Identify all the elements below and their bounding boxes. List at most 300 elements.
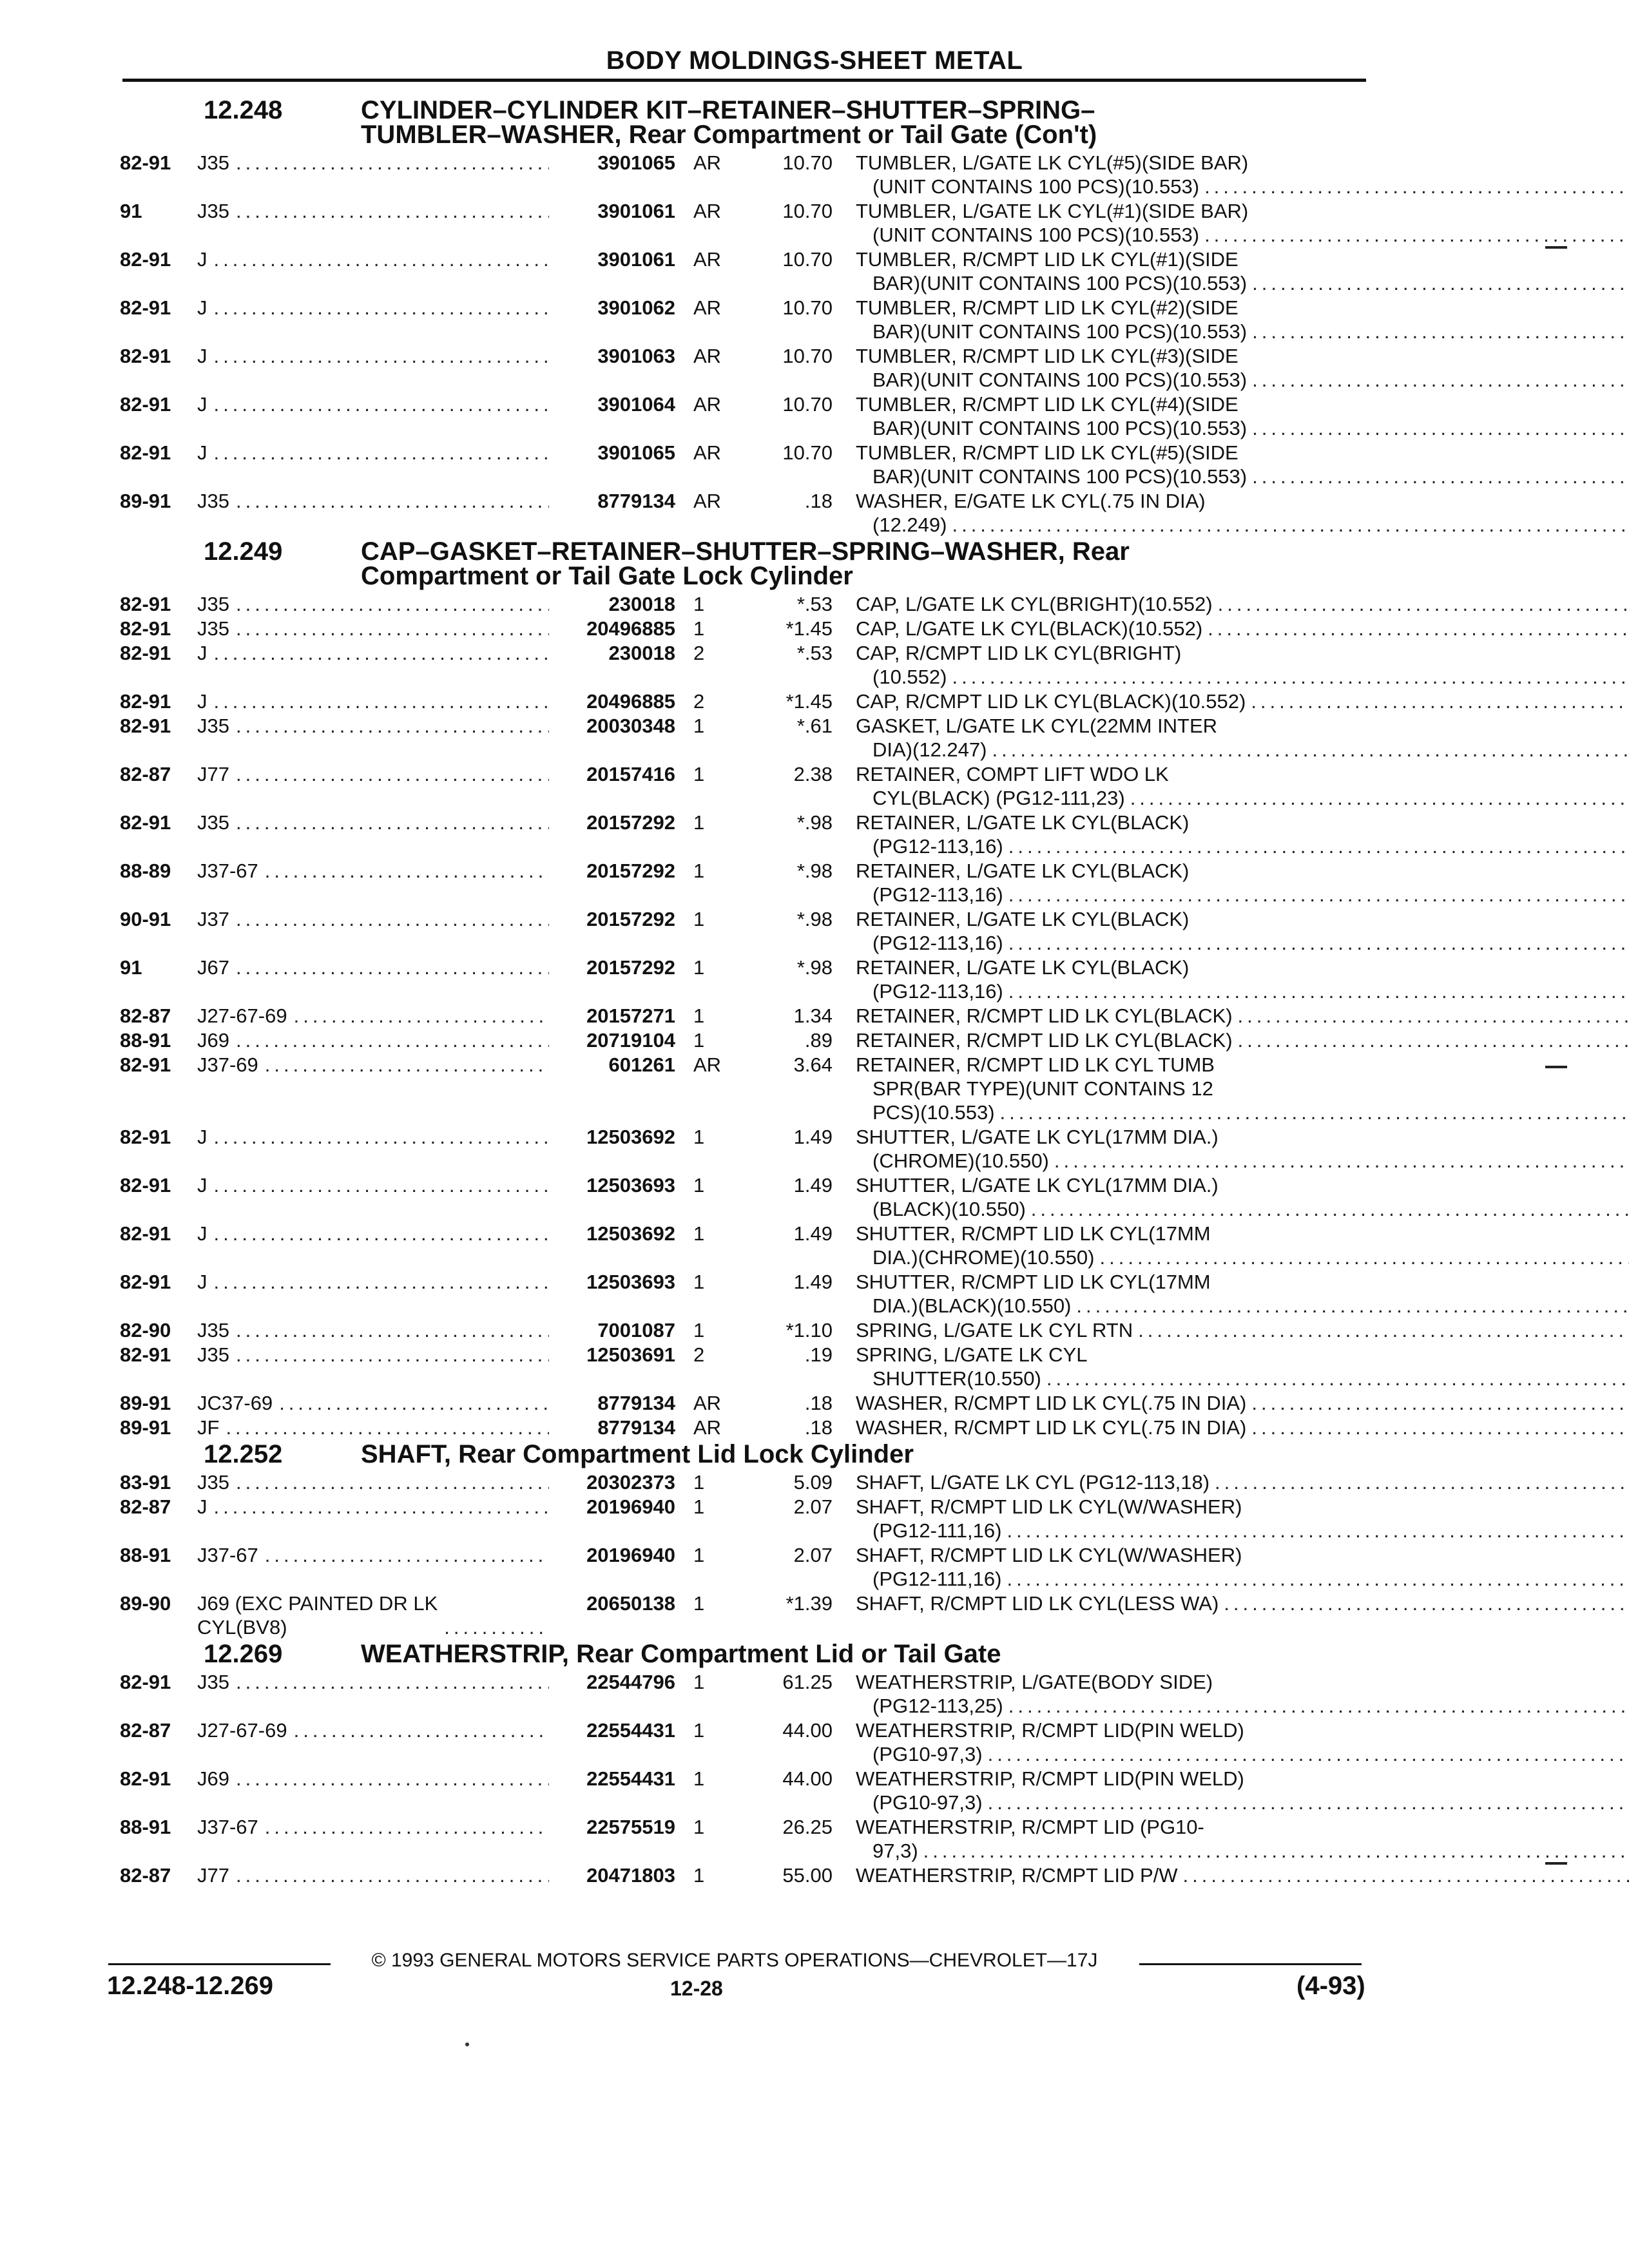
description-line [856, 1125, 1629, 1149]
price: .19 [804, 1343, 833, 1366]
leader-dots [229, 714, 549, 762]
quantity: AR [693, 1416, 722, 1439]
description [833, 1318, 1629, 1342]
description-line [856, 907, 1629, 931]
model-codes: J35 [197, 811, 229, 834]
leader-dots [207, 1270, 550, 1318]
description-line [856, 1863, 1629, 1887]
quantity: 1 [693, 1767, 705, 1790]
model-cell [197, 1270, 549, 1318]
price: 44.00 [782, 1719, 833, 1742]
model-cell [197, 344, 549, 392]
description [833, 811, 1629, 858]
leader-dots [229, 199, 549, 247]
description-text: BAR)(UNIT CONTAINS 100 PCS)(10.553) [872, 369, 1248, 391]
description [833, 1470, 1629, 1494]
description-line [856, 1742, 1629, 1766]
leader-dots [1003, 979, 1629, 1003]
part-number: 12503693 [586, 1271, 675, 1293]
model-years: 82-91 [120, 1174, 171, 1196]
model-cell [197, 762, 549, 810]
description [833, 1495, 1629, 1542]
price: 44.00 [782, 1767, 833, 1790]
leader-dots [258, 1053, 549, 1124]
description-text: DIA.)(CHROME)(10.550) [872, 1246, 1095, 1269]
leader-dots [1246, 1416, 1629, 1439]
parts-row [120, 714, 1370, 762]
price: 2.07 [793, 1544, 833, 1566]
quantity: AR [693, 1392, 722, 1414]
page-header-title: BODY MOLDINGS-SHEET METAL [606, 46, 1023, 75]
part-number: 20157292 [586, 811, 675, 834]
description-line [856, 1222, 1629, 1245]
description-line [856, 665, 1629, 689]
model-cell [197, 247, 549, 295]
part-number: 22544796 [586, 1671, 675, 1693]
parts-row [120, 1053, 1370, 1124]
description-line [856, 1053, 1629, 1077]
part-number: 20302373 [586, 1471, 675, 1494]
description [833, 1004, 1629, 1028]
leader-dots [229, 907, 549, 955]
description-line [856, 344, 1629, 368]
description-text: WEATHERSTRIP, R/CMPT LID (PG10- [856, 1816, 1204, 1838]
parts-row [120, 1028, 1370, 1052]
description-text: (PG10-97,3) [872, 1743, 983, 1765]
quantity: AR [693, 490, 722, 512]
part-number: 20471803 [586, 1864, 675, 1887]
description-line [856, 1591, 1629, 1615]
section-heading [120, 98, 1370, 147]
model-years: 88-89 [120, 860, 171, 882]
model-years: 83-91 [120, 1471, 171, 1494]
model-years: 82-91 [120, 151, 171, 174]
description-text: TUMBLER, R/CMPT LID LK CYL(#3)(SIDE [856, 345, 1239, 367]
description-line [856, 441, 1629, 465]
leader-dots [207, 441, 550, 488]
leader-dots [207, 296, 550, 343]
description-line [856, 392, 1629, 416]
part-number: 3901065 [597, 151, 675, 174]
description-line [856, 1416, 1629, 1439]
description-text: TUMBLER, L/GATE LK CYL(#1)(SIDE BAR) [856, 200, 1249, 222]
model-cell [197, 1343, 549, 1390]
part-number: 7001087 [597, 1319, 675, 1341]
model-codes: J77 [197, 763, 229, 785]
parts-row [120, 1495, 1370, 1542]
model-years: 89-90 [120, 1592, 171, 1615]
leader-dots [1049, 1149, 1629, 1173]
description-text: RETAINER, L/GATE LK CYL(BLACK) [856, 860, 1190, 882]
part-number: 22554431 [586, 1719, 675, 1742]
description [833, 1270, 1629, 1318]
part-number: 22575519 [586, 1816, 675, 1838]
leader-dots [229, 592, 549, 616]
model-years: 82-91 [120, 296, 171, 319]
model-years: 90-91 [120, 908, 171, 930]
header-rule [122, 79, 1366, 82]
model-cell [197, 592, 549, 616]
model-codes: J37-69 [197, 1053, 258, 1076]
description-text: WASHER, R/CMPT LID LK CYL(.75 IN DIA) [856, 1416, 1247, 1439]
quantity: AR [693, 151, 722, 174]
description-text: RETAINER, L/GATE LK CYL(BLACK) [856, 956, 1190, 979]
leader-dots [229, 1863, 549, 1887]
price: *.98 [796, 908, 833, 930]
section-number: 12.252 [204, 1440, 283, 1468]
model-codes: J27-67-69 [197, 1004, 287, 1027]
model-cell [197, 199, 549, 247]
model-years: 82-91 [120, 1222, 171, 1245]
model-codes: J [197, 1126, 207, 1148]
leader-dots [947, 665, 1629, 689]
margin-mark [1545, 1862, 1567, 1865]
description-line [856, 738, 1629, 762]
description-text: GASKET, L/GATE LK CYL(22MM INTER [856, 715, 1218, 737]
description-text: CAP, R/CMPT LID LK CYL(BLACK)(10.552) [856, 690, 1246, 713]
leader-dots [918, 1839, 1629, 1863]
model-codes: J35 [197, 1471, 229, 1494]
parts-row [120, 489, 1370, 537]
leader-dots [229, 956, 549, 1003]
parts-row [120, 1125, 1370, 1173]
leader-dots [229, 1028, 549, 1052]
section-title: SHAFT, Rear Compartment Lid Lock Cylinder [361, 1440, 914, 1468]
leader-dots [1041, 1367, 1629, 1390]
description [833, 1591, 1629, 1639]
description [833, 441, 1629, 488]
description-line [856, 1718, 1629, 1742]
description-line [856, 762, 1629, 786]
description-text: SHUTTER, L/GATE LK CYL(17MM DIA.) [856, 1126, 1219, 1148]
part-number: 230018 [608, 642, 675, 664]
part-number: 12503691 [586, 1343, 675, 1366]
leader-dots [207, 392, 550, 440]
description-line [856, 617, 1629, 640]
description-line [856, 1343, 1629, 1367]
quantity: AR [693, 441, 722, 464]
model-cell [197, 714, 549, 762]
description [833, 1053, 1629, 1124]
price: *.98 [796, 956, 833, 979]
description [833, 1670, 1629, 1718]
price: .18 [804, 490, 833, 512]
description-text: DIA)(12.247) [872, 738, 987, 761]
model-years: 82-91 [120, 690, 171, 713]
description-text: RETAINER, R/CMPT LID LK CYL(BLACK) [856, 1004, 1233, 1027]
leader-dots [1199, 175, 1629, 198]
description-text: SPRING, L/GATE LK CYL [856, 1343, 1088, 1366]
price: *1.10 [786, 1319, 833, 1341]
description [833, 344, 1629, 392]
model-cell [197, 1718, 549, 1766]
leader-dots [1133, 1318, 1629, 1342]
description-text: (UNIT CONTAINS 100 PCS)(10.553) [872, 175, 1200, 198]
margin-mark [1545, 246, 1567, 249]
model-codes: J [197, 248, 207, 271]
quantity: 1 [693, 1592, 705, 1615]
description-text: RETAINER, L/GATE LK CYL(BLACK) [856, 908, 1190, 930]
model-years: 89-91 [120, 490, 171, 512]
leader-dots [207, 1173, 550, 1221]
description-line [856, 247, 1629, 271]
model-codes: J [197, 1174, 207, 1196]
model-years: 91 [120, 200, 142, 222]
footer-page-number: 12-28 [670, 1977, 723, 2000]
model-years: 82-91 [120, 393, 171, 416]
scan-speck [465, 2042, 469, 2046]
description-line [856, 296, 1629, 320]
description-text: CAP, L/GATE LK CYL(BRIGHT)(10.552) [856, 593, 1213, 615]
model-codes: J69 [197, 1767, 229, 1790]
model-cell [197, 1318, 549, 1342]
description-text: RETAINER, R/CMPT LID LK CYL TUMB [856, 1053, 1215, 1076]
leader-dots [987, 738, 1629, 762]
price: 1.49 [793, 1271, 833, 1293]
model-codes: J [197, 441, 207, 464]
description-text: SPR(BAR TYPE)(UNIT CONTAINS 12 [872, 1077, 1213, 1100]
parts-row [120, 1470, 1370, 1494]
model-cell [197, 1591, 549, 1639]
model-codes: J35 [197, 490, 229, 512]
quantity: 1 [693, 956, 705, 979]
description-text: (PG12-111,16) [872, 1519, 1002, 1542]
model-cell [197, 151, 549, 198]
leader-dots [1095, 1245, 1629, 1269]
leader-dots [273, 1391, 549, 1415]
model-cell [197, 1125, 549, 1173]
description-line [856, 320, 1629, 343]
price: *1.39 [786, 1592, 833, 1615]
section-title: CAP–GASKET–RETAINER–SHUTTER–SPRING–WASHER, Rear Compartment or Tail Gate Lock Cylinder [361, 537, 1130, 590]
model-years: 82-91 [120, 345, 171, 367]
model-years: 82-91 [120, 642, 171, 664]
model-years: 89-91 [120, 1416, 171, 1439]
description-text: PCS)(10.553) [872, 1101, 995, 1124]
description-text: (PG12-113,16) [872, 932, 1003, 954]
footer-rule-left [108, 1963, 331, 1965]
model-years: 82-91 [120, 1126, 171, 1148]
description-line [856, 979, 1629, 1003]
description-line [856, 465, 1629, 488]
description-text: (UNIT CONTAINS 100 PCS)(10.553) [872, 224, 1200, 246]
description-line [856, 416, 1629, 440]
section-title: CYLINDER–CYLINDER KIT–RETAINER–SHUTTER–SPRING– TUMBLER–WASHER, Rear Compartment or Tail Gate (Con't) [361, 96, 1097, 149]
quantity: 1 [693, 1271, 705, 1293]
leader-dots [229, 1767, 549, 1814]
model-codes: J77 [197, 1864, 229, 1887]
quantity: 1 [693, 1544, 705, 1566]
margin-mark [1545, 1066, 1567, 1068]
leader-dots [1178, 1863, 1629, 1887]
model-codes: J [197, 296, 207, 319]
footer-section-range: 12.248-12.269 [107, 1972, 274, 2000]
parts-row [120, 689, 1370, 713]
part-number: 20650138 [586, 1592, 675, 1615]
leader-dots [1199, 223, 1629, 247]
description-line [856, 1270, 1629, 1294]
quantity: AR [693, 1053, 722, 1076]
model-years: 82-87 [120, 1719, 171, 1742]
leader-dots [1026, 1197, 1629, 1221]
description [833, 1028, 1629, 1052]
model-codes: J27-67-69 [197, 1719, 287, 1742]
description-text: (12.249) [872, 514, 947, 536]
description-line [856, 1567, 1629, 1591]
quantity: 1 [693, 908, 705, 930]
quantity: 1 [693, 1495, 705, 1518]
description [833, 1173, 1629, 1221]
description [833, 689, 1629, 713]
part-number: 3901061 [597, 200, 675, 222]
parts-row [120, 617, 1370, 640]
leader-dots [207, 1125, 550, 1173]
model-cell [197, 689, 549, 713]
description-line [856, 489, 1629, 513]
model-codes: J [197, 1222, 207, 1245]
model-years: 82-91 [120, 617, 171, 640]
model-cell [197, 1391, 549, 1415]
description [833, 1815, 1629, 1863]
quantity: 1 [693, 715, 705, 737]
description-text: 97,3) [872, 1840, 918, 1862]
model-codes: J69 (EXC PAINTED DR LK CYL(BV8) [197, 1592, 438, 1639]
leader-dots [229, 489, 549, 537]
description [833, 1718, 1629, 1766]
description-text: TUMBLER, R/CMPT LID LK CYL(#2)(SIDE [856, 296, 1239, 319]
description [833, 1391, 1629, 1415]
leader-dots [1003, 931, 1629, 955]
model-years: 82-91 [120, 1671, 171, 1693]
description-line [856, 1470, 1629, 1494]
description-text: SHAFT, L/GATE LK CYL (PG12-113,18) [856, 1471, 1210, 1494]
description-line [856, 714, 1629, 738]
model-codes: JC37-69 [197, 1392, 273, 1414]
description-text: SHUTTER, L/GATE LK CYL(17MM DIA.) [856, 1174, 1219, 1196]
model-cell [197, 1767, 549, 1814]
part-number: 3901064 [597, 393, 675, 416]
description-text: (PG12-113,16) [872, 883, 1003, 906]
model-codes: J [197, 642, 207, 664]
leader-dots [1247, 368, 1629, 392]
model-codes: J [197, 1271, 207, 1293]
model-years: 82-87 [120, 1004, 171, 1027]
description-text: WASHER, R/CMPT LID LK CYL(.75 IN DIA) [856, 1392, 1247, 1414]
description-text: WEATHERSTRIP, L/GATE(BODY SIDE) [856, 1671, 1213, 1693]
description-line [856, 1495, 1629, 1519]
quantity: 1 [693, 1004, 705, 1027]
description [833, 247, 1629, 295]
price: 26.25 [782, 1816, 833, 1838]
model-cell [197, 859, 549, 907]
description [833, 1222, 1629, 1269]
model-cell [197, 1495, 549, 1542]
model-cell [197, 1470, 549, 1494]
leader-dots [207, 689, 550, 713]
leader-dots [1247, 465, 1629, 488]
description [833, 296, 1629, 343]
parts-row [120, 1718, 1370, 1766]
part-number: 22554431 [586, 1767, 675, 1790]
parts-row [120, 392, 1370, 440]
description-line [856, 175, 1629, 198]
model-cell [197, 489, 549, 537]
price: 61.25 [782, 1671, 833, 1693]
price: 10.70 [782, 248, 833, 271]
part-number: 20157292 [586, 908, 675, 930]
parts-listing [120, 95, 1370, 1888]
price: *.53 [796, 593, 833, 615]
price: .18 [804, 1392, 833, 1414]
quantity: 1 [693, 593, 705, 615]
model-cell [197, 1670, 549, 1718]
model-codes: J35 [197, 1319, 229, 1341]
leader-dots [258, 1815, 549, 1863]
model-cell [197, 1863, 549, 1887]
description-line [856, 786, 1629, 810]
quantity: 1 [693, 763, 705, 785]
description-text: BAR)(UNIT CONTAINS 100 PCS)(10.553) [872, 272, 1248, 294]
description-line [856, 1694, 1629, 1718]
part-number: 20157292 [586, 956, 675, 979]
parts-row [120, 1767, 1370, 1814]
description-line [856, 223, 1629, 247]
model-years: 88-91 [120, 1544, 171, 1566]
description-line [856, 859, 1629, 883]
quantity: AR [693, 296, 722, 319]
description-line [856, 1294, 1629, 1318]
leader-dots [1246, 689, 1629, 713]
model-codes: J67 [197, 956, 229, 979]
parts-row [120, 296, 1370, 343]
quantity: 1 [693, 860, 705, 882]
description [833, 1543, 1629, 1591]
description-text: TUMBLER, L/GATE LK CYL(#5)(SIDE BAR) [856, 151, 1249, 174]
leader-dots [1003, 834, 1629, 858]
parts-row [120, 1815, 1370, 1863]
footer-copyright: © 1993 GENERAL MOTORS SERVICE PARTS OPERATIONS—CHEVROLET—17J [371, 1950, 1098, 1971]
section-heading [120, 539, 1370, 588]
description-text: RETAINER, L/GATE LK CYL(BLACK) [856, 811, 1190, 834]
price: .89 [804, 1029, 833, 1052]
model-codes: J37-67 [197, 860, 258, 882]
description-line [856, 931, 1629, 955]
parts-row [120, 1222, 1370, 1269]
price: 3.64 [793, 1053, 833, 1076]
description-text: SHUTTER, R/CMPT LID LK CYL(17MM [856, 1271, 1211, 1293]
price: 5.09 [793, 1471, 833, 1494]
parts-row [120, 1670, 1370, 1718]
leader-dots [947, 513, 1629, 537]
part-number: 12503692 [586, 1126, 675, 1148]
description [833, 714, 1629, 762]
description [833, 1416, 1629, 1439]
description-text: SHAFT, R/CMPT LID LK CYL(W/WASHER) [856, 1544, 1242, 1566]
model-years: 82-91 [120, 1271, 171, 1293]
part-number: 3901062 [597, 296, 675, 319]
model-cell [197, 1222, 549, 1269]
leader-dots [229, 617, 549, 640]
leader-dots [229, 1470, 549, 1494]
description-line [856, 1173, 1629, 1197]
price: 1.34 [793, 1004, 833, 1027]
leader-dots [1247, 320, 1629, 343]
price: 10.70 [782, 441, 833, 464]
model-years: 82-91 [120, 441, 171, 464]
price: 1.49 [793, 1222, 833, 1245]
quantity: 1 [693, 617, 705, 640]
description-text: (PG12-113,25) [872, 1695, 1003, 1717]
